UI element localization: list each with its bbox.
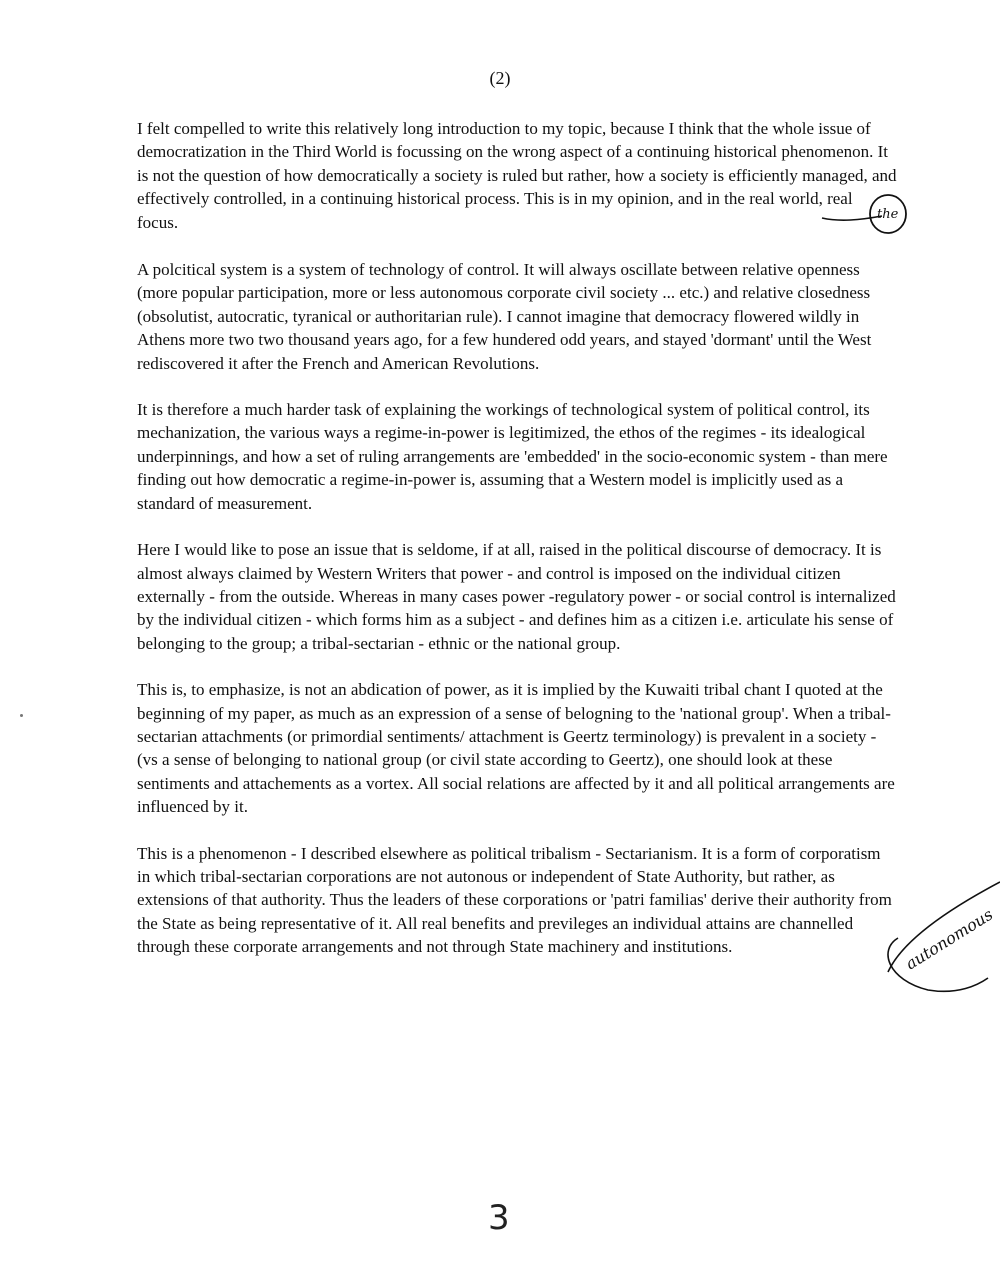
handwritten-note-autonomous bbox=[868, 880, 1000, 1000]
paragraph-5: This is, to emphasize, is not an abdication of power, as it is implied by the Kuwaiti tribal chant I quoted at the beginning of my paper, as much as an expression of a sense of belogning to the 'national group'. When a tribal-sectarian attachments (or primordial sentiments/ attachment is Geertz terminology) is prevalent in a society - (vs a sense of belonging to national group (or civil state according to Geertz), one should look at these sentiments and attachements as a vortex. All social relations are affected by it and all political arrangements are influenced by it. bbox=[137, 680, 895, 817]
margin-note-the-text: the bbox=[877, 207, 899, 222]
paragraph-4: Here I would like to pose an issue that is seldome, if at all, raised in the political discourse of democracy. It is almost always claimed by Western Writers that power - and control is imposed on the individual citizen externally - from the outside. Whereas in many cases power -regulatory power - or social control is internalized by the individual citizen - which forms him as a subject - and defines him as a citizen i.e. articulate his sense of belonging to the group; a tribal-sectarian - ethnic or the national group. bbox=[137, 540, 896, 653]
paragraph-2: A polcitical system is a system of technology of control. It will always oscillate between relative openness (more popular participation, more or less autonomous corporate civil society ... etc.) and relative closedness (obsolutist, autocratic, tyranical or authoritarian rule). I cannot imagine that democracy flowered wildly in Athens more two two thousand years ago, for a few hundered odd years, and stayed 'dormant' until the West rediscovered it after the French and American Revolutions. bbox=[137, 260, 872, 373]
paragraph-3: It is therefore a much harder task of explaining the workings of technological system of political control, its mechanization, the various ways a regime-in-power is legitimized, the ethos of the regimes - its idealogical underpinnings, and how a set of ruling arrangements are 'embedded' in the socio-economic system - than mere finding out how democratic a regime-in-power is, assuming that a Western model is implicitly used as a standard of measurement. bbox=[137, 400, 888, 513]
page-header: (2) bbox=[489, 68, 511, 88]
handwritten-note-the bbox=[820, 190, 910, 240]
paragraph-1: I felt compelled to write this relatively long introduction to my topic, because I think that the whole issue of democratization in the Third World is focussing on the wrong aspect of a continuing historical phenomenon. It is not the question of how democratically a society is ruled but rather, how a society is efficiently managed, and effectively controlled, in a continuing historical process. This is in my opinion, and in the real world, real focus. bbox=[137, 119, 897, 232]
stray-ink-mark bbox=[20, 714, 23, 717]
handwritten-page-number: 3 bbox=[488, 1198, 510, 1238]
body-text bbox=[137, 117, 897, 982]
margin-note-autonomous-text: autonomous bbox=[902, 904, 997, 974]
paragraph-6: This is a phenomenon - I described elsewhere as political tribalism - Sectarianism. It is a form of corporatism in which tribal-sectarian corporations are not autonous or independent of State Authority, but rather, as extensions of that authority. Thus the leaders of these corporations or 'patri familias' derive their authority from the State as being representative of it. All real benefits and previleges an individual attains are channelled through these corporate arrangements and not through State machinery and institutions. bbox=[137, 843, 892, 957]
